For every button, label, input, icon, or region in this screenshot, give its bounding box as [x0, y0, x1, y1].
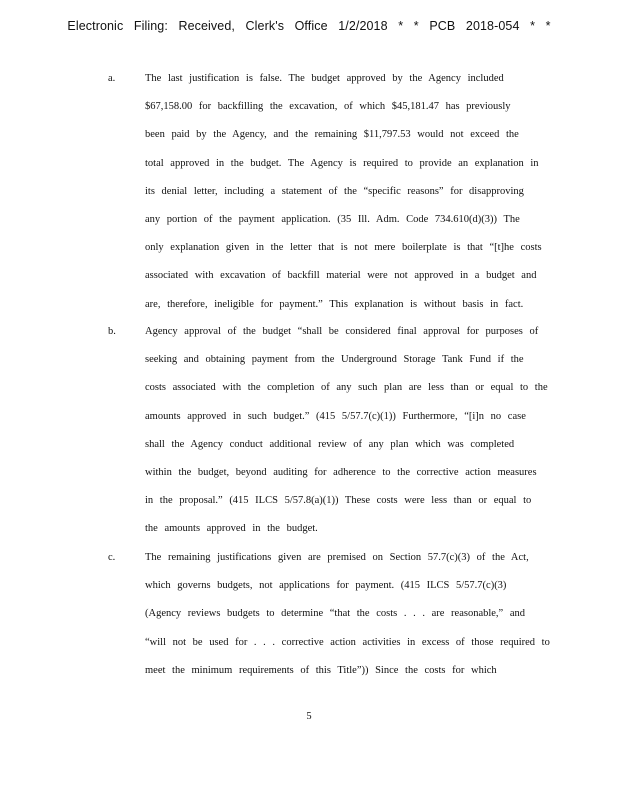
text-line: within the budget, beyond auditing for adherence to the corrective action measures — [145, 467, 537, 478]
text-line: only explanation given in the letter that is not mere boilerplate is that “[t]he costs — [145, 242, 542, 254]
text-line: Agency approval of the budget “shall be considered final approval for purposes of — [145, 326, 539, 337]
text-line: “will not be used for . . . corrective action activities in excess of those required to — [145, 636, 550, 648]
text-line: are, therefore, ineligible for payment.” This explanation is without basis in fact. — [145, 298, 524, 310]
text-line: costs associated with the completion of any such plan are less than or equal to the — [145, 382, 548, 394]
text-line: amounts approved in such budget.” (415 5/57.7(c)(1)) Furthermore, “[i]n no case — [145, 410, 526, 422]
text-line: which governs budgets, not applications for payment. (415 ILCS 5/57.7(c)(3) — [145, 580, 507, 592]
text-line: seeking and obtaining payment from the Underground Storage Tank Fund if the — [145, 354, 524, 366]
text-line: in the proposal.” (415 ILCS 5/57.8(a)(1)) These costs were less than or equal to — [145, 495, 532, 507]
text-line: total approved in the budget. The Agency is required to provide an explanation in — [145, 157, 539, 169]
text-line: $67,158.00 for backfilling the excavation, of which $45,181.47 has previously — [145, 101, 511, 113]
text-line: meet the minimum requirements of this Title”)) Since the costs for which — [145, 664, 497, 676]
text-line: shall the Agency conduct additional review of any plan which was completed — [145, 438, 515, 450]
text-line: (Agency reviews budgets to determine “that the costs . . . are reasonable,” and — [145, 608, 526, 620]
paragraph-label: b. — [108, 326, 116, 337]
filing-header: Electronic Filing: Received, Clerk's Office 1/2/2018 * * PCB 2018-054 * * — [67, 19, 551, 33]
text-line: associated with excavation of backfill material were not approved in a budget and — [145, 270, 537, 282]
text-line: the amounts approved in the budget. — [145, 523, 318, 535]
text-line: been paid by the Agency, and the remaining $11,797.53 would not exceed the — [145, 129, 519, 141]
paragraph-label: a. — [108, 73, 116, 84]
text-line: any portion of the payment application. (35 Ill. Adm. Code 734.610(d)(3)) The — [145, 214, 520, 225]
text-line: its denial letter, including a statement of the “specific reasons” for disapproving — [145, 185, 524, 197]
text-line: The remaining justifications given are premised on Section 57.7(c)(3) of the Act, — [145, 552, 529, 563]
paragraph-label: c. — [108, 552, 116, 563]
text-line: The last justification is false. The budget approved by the Agency included — [145, 73, 504, 84]
page-number: 5 — [306, 711, 312, 722]
